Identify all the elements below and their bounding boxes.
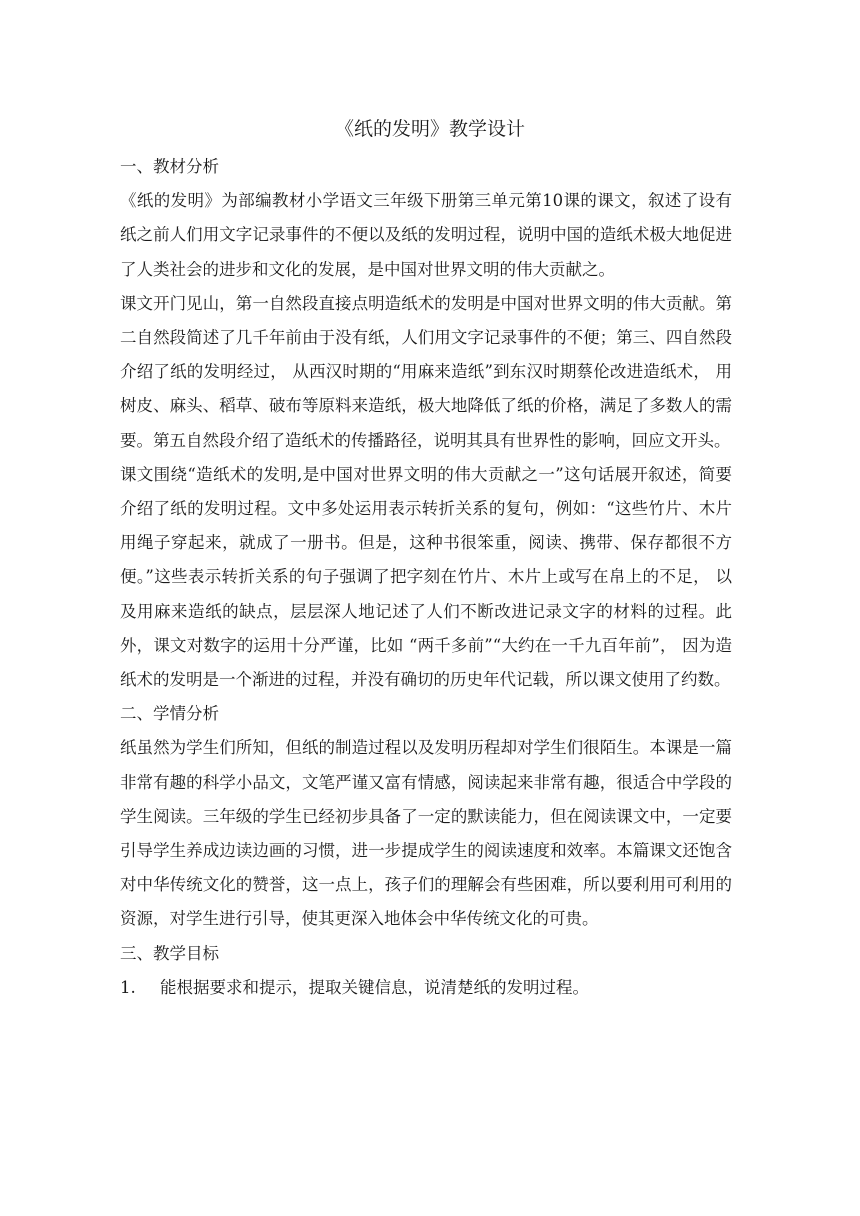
paragraph: 纸虽然为学生们所知，但纸的制造过程以及发明历程却对学生们很陌生。本课是一篇非常有趣的科学小品文，文笔严谨又富有情感，阅读起来非常有趣，很适合中学段的学生阅读。三年级的学生已经初步具备了一定的默读能力，但在阅读课文中，一定要引导学生养成边读边画的习惯，进一步提成学生的阅读速度和效率。本篇课文还饱含对中华传统文化的赞誉，这一点上，孩子们的理解会有些困难，所以要利用可利用的资源，对学生进行引导，使其更深入地体会中华传统文化的可贵。 <box>120 738 732 929</box>
paragraph: 课文围绕“造纸术的发明,是中国对世界文明的伟大贡献之一”这句话展开叙述，简要介绍了纸的发明过程。文中多处运用表示转折关系的复句，例如：“这些竹片、木片用绳子穿起来，就成了一册书。但是，这种书很笨重，阅读、携带、保存都很不方便。”这些表示转折关系的句子强调了把字刻在竹片、木片上或写在帛上的不足， 以及用麻来造纸的缺点，层层深人地记述了人们不断改进记录文字的材料的过程。此外，课文对数字的运用十分严谨，比如 “两千多前”“大约在一千九百年前”， 因为造纸术的发明是一个渐进的过程，并没有确切的历史年代记载，所以课文使用了约数。 <box>120 464 732 690</box>
document-title: 《纸的发明》教学设计 <box>334 118 525 140</box>
document-body <box>120 150 732 1005</box>
section-heading-goals: 三、教学目标 <box>120 943 219 963</box>
goal-text: 能根据要求和提示，提取关键信息，说清楚纸的发明过程。 <box>160 977 589 997</box>
paragraph: 《纸的发明》为部编教材小学语文三年级下册第三单元第10课的课文，叙述了设有纸之前人们用文字记录事件的不便以及纸的发明过程，说明中国的造纸术极大地促进了人类社会的进步和文化的发展，是中国对世界文明的伟大贡献之。 <box>120 191 732 279</box>
goal-item <box>120 971 732 1005</box>
section-heading-materials: 一、教材分析 <box>120 157 219 176</box>
paragraph: 课文开门见山，第一自然段直接点明造纸术的发明是中国对世界文明的伟大贡献。第二自然段简述了几千年前由于没有纸，人们用文字记录事件的不便；第三、四自然段介绍了纸的发明经过， 从西汉时期的“用麻来造纸”到东汉时期蔡伦改进造纸术， 用树皮、麻头、稻草、破布等原料来造纸，极大地降低了纸的价格，满足了多数人的需要。第五自然段介绍了造纸术的传播路径，说明其具有世界性的影响，回应文开头。 <box>120 293 732 450</box>
section-heading-students: 二、学情分析 <box>120 704 219 724</box>
goal-number: 1. <box>120 977 136 997</box>
